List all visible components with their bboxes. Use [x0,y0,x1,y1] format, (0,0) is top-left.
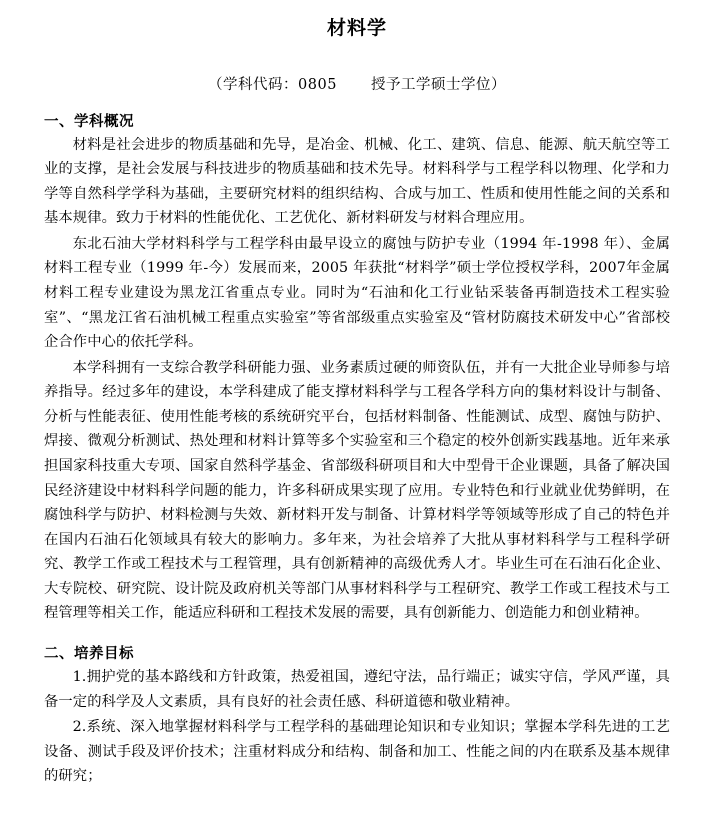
document-subtitle [44,73,670,94]
section-heading-objectives: 二、培养目标 [44,645,134,663]
degree-label: 授予工学硕士学位） [370,76,506,93]
page-title: 材料学 [326,17,387,39]
paragraph-objectives-2: 2.系统、深入地掌握材料科学与工程学科的基础理论知识和专业知识；掌握本学科先进的工艺设备、测试手段及评价技术；注重材料成分和结构、制备和加工、性能之间的内在联系及基本规律的研究； [44,719,670,785]
paragraph-overview-1: 材料是社会进步的物质基础和先导，是冶金、机械、化工、建筑、信息、能源、航天航空等工业的支撑，是社会发展与科技进步的物质基础和技术先导。材料科学与工程学科以物理、化学和力学等自然科学学科为基础，主要研究材料的组织结构、合成与加工、性质和使用性能之间的关系和基本规律。致力于材料的性能优化、工艺优化、新材料研发与材料合理应用。 [44,136,670,227]
subject-code-label: （学科代码：0805 [208,76,337,93]
paragraph-overview-3: 本学科拥有一支综合教学科研能力强、业务素质过硬的师资队伍，并有一大批企业导师参与培养指导。经过多年的建设，本学科建成了能支撑材料科学与工程各学科方向的集材料设计与制备、分析与性能表征、使用性能考核的系统研究平台，包括材料制备、性能测试、成型、腐蚀与防护、焊接、微观分析测试、热处理和材料计算等多个实验室和三个稳定的校外创新实践基地。近年来承担国家科技重大专项、国家自然科学基金、省部级科研项目和大中型骨干企业课题，具备了解决国民经济建设中材料科学问题的能力，许多科研成果实现了应用。专业特色和行业就业优势鲜明，在腐蚀科学与防护、材料检测与失效、新材料开发与制备、计算材料学等领域等形成了自己的特色并在国内石油石化领域具有较大的影响力。多年来，为社会培养了大批从事材料科学与工程科学研究、教学工作或工程技术与工程管理，具有创新精神的高级优秀人才。毕业生可在石油石化企业、大专院校、研究院、设计院及政府机关等部门从事材料科学与工程研究、教学工作或工程技术与工程管理等相关工作，能适应科研和工程技术发展的需要，具有创新能力、创造能力和创业精神。 [44,359,670,622]
paragraph-objectives-1: 1.拥护党的基本路线和方针政策，热爱祖国，遵纪守法，品行端正；诚实守信，学风严谨，具备一定的科学及人文素质，具有良好的社会责任感、科研道德和敬业精神。 [44,669,670,710]
paragraph-overview-2: 东北石油大学材料科学与工程学科由最早设立的腐蚀与防护专业（1994 年-1998 年）、金属材料工程专业（1999 年-今）发展而来，2005 年获批“材料学”硕士学位授权学科，2007年金属材料工程专业建设为黑龙江省重点专业。同时为“石油和化工行业钻采装备再制造技术工程实验室”、“黑龙江省石油机械工程重点实验室”等省部级重点实验室及“管材防腐技术研发中心”省部校企合作中心的依托学科。 [44,235,670,351]
section-heading-overview: 一、学科概况 [44,112,134,130]
